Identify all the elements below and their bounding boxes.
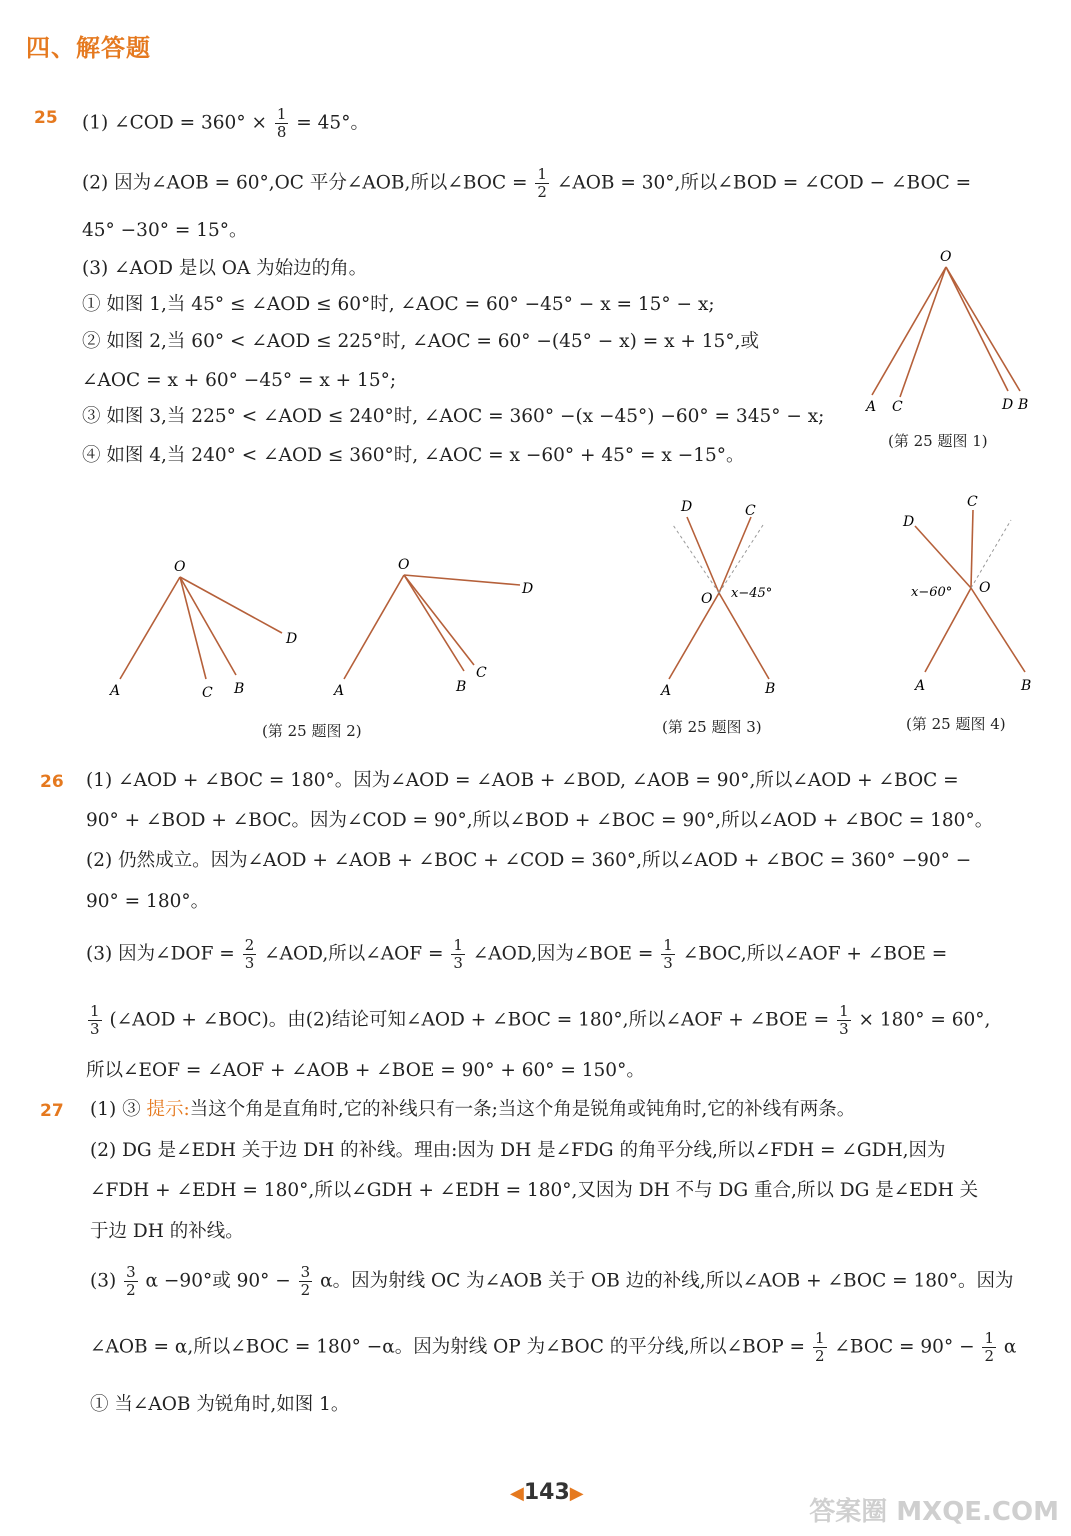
svg-text:B: B: [234, 681, 245, 697]
svg-text:O: O: [701, 591, 713, 607]
svg-text:C: C: [745, 503, 756, 519]
fraction: $\frac{1}{3}$: [839, 1002, 849, 1038]
fraction: $\frac{2}{3}$: [244, 936, 255, 972]
triangle-left-icon: ◀: [510, 1483, 524, 1504]
svg-text:A: A: [334, 683, 345, 699]
svg-text:A: A: [915, 678, 926, 694]
svg-text:B: B: [1021, 678, 1032, 694]
watermark: 答案圈 MXQE.COM: [809, 1497, 1059, 1527]
fraction: $\frac{1}{2}$: [984, 1329, 995, 1365]
figure-25-3: [645, 495, 795, 705]
svg-text:x−45°: x−45°: [731, 586, 773, 601]
svg-text:C: C: [476, 665, 487, 681]
svg-text:D: D: [681, 499, 693, 515]
q25-part1-result: = 45°。: [296, 112, 369, 134]
figure-caption-4: (第 25 题图 4): [906, 715, 1006, 733]
svg-text:C: C: [202, 685, 213, 701]
q25-part2-cont: 45° −30° = 15°。: [82, 220, 248, 241]
figure-25-1: [860, 245, 1040, 420]
svg-text:D: D: [286, 631, 298, 647]
page-number: ◀143▶: [510, 1480, 584, 1505]
q26-line7: 所以∠EOF = ∠AOF + ∠AOB + ∠BOE = 90° + 60° = 150°。: [86, 1060, 645, 1081]
fraction: $\frac{1}{3}$: [453, 936, 463, 972]
figure-caption-3: (第 25 题图 3): [662, 718, 762, 736]
figure-25-4: [895, 488, 1055, 703]
q26-line2: 90° + ∠BOD + ∠BOC。因为∠COD = 90°,所以∠BOD + ∠BOC = 90°,所以∠AOD + ∠BOC = 180°。: [86, 810, 994, 831]
q27-line1: (1) ③ 提示:当这个角是直角时,它的补线只有一条;当这个角是锐角或钝角时,它的补线有两条。: [90, 1099, 856, 1120]
figure-caption-1: (第 25 题图 1): [888, 432, 988, 450]
svg-text:D: D: [1002, 397, 1014, 413]
fraction: $\frac{1}{2}$: [814, 1329, 825, 1365]
q25-case3: ③ 如图 3,当 225° < ∠AOD ≤ 240°时, ∠AOC = 360° −(x −45°) −60° = 345° − x;: [82, 406, 825, 427]
svg-text:O: O: [940, 249, 952, 265]
question-number-27: 27: [40, 1101, 64, 1121]
q25-part1: [82, 106, 369, 141]
q27-line7: ① 当∠AOB 为锐角时,如图 1。: [90, 1394, 350, 1415]
svg-text:O: O: [979, 580, 991, 596]
fraction: $\frac{1}{3}$: [90, 1002, 100, 1038]
fraction: $\frac{1}{2}$: [537, 165, 547, 201]
q27-line2: (2) DG 是∠EDH 关于边 DH 的补线。理由:因为 DH 是∠FDG 的角平分线,所以∠FDH = ∠GDH,因为: [90, 1140, 946, 1161]
svg-text:A: A: [110, 683, 121, 699]
hint-label: 提示:: [146, 1099, 190, 1120]
svg-text:O: O: [174, 559, 186, 575]
q26-line6: $\frac{1}{3}$ (∠AOD + ∠BOC)。由(2)结论可知∠AOD + ∠BOC = 180°,所以∠AOF + ∠BOE = $\frac{1}{3}$ × 180° = 60°,: [90, 1002, 991, 1038]
q27-line6: ∠AOB = α,所以∠BOC = 180° −α。因为射线 OP 为∠BOC 的平分线,所以∠BOP = $\frac{1}{2}$ ∠BOC = 90° − $\frac{1}{2}$ α: [90, 1329, 1017, 1365]
fraction: $\frac{1}{8}$: [276, 105, 287, 141]
q25-case2-cont: ∠AOC = x + 60° −45° = x + 15°;: [82, 370, 397, 391]
ray-oa: [872, 267, 946, 395]
q26-line4: 90° = 180°。: [86, 891, 210, 912]
q25-part3: (3) ∠AOD 是以 OA 为始边的角。: [82, 258, 368, 279]
q27-line4: 于边 DH 的补线。: [90, 1221, 244, 1242]
svg-text:B: B: [765, 681, 776, 697]
figure-caption-2: (第 25 题图 2): [262, 722, 362, 740]
q26-line3: (2) 仍然成立。因为∠AOD + ∠AOB + ∠BOC + ∠COD = 360°,所以∠AOD + ∠BOC = 360° −90° −: [86, 850, 972, 871]
triangle-right-icon: ▶: [569, 1483, 584, 1504]
fraction: $\frac{3}{2}$: [126, 1263, 136, 1299]
svg-text:x−60°: x−60°: [911, 585, 953, 600]
section-heading: 四、解答题: [26, 34, 151, 62]
q25-part2: (2) 因为∠AOB = 60°,OC 平分∠AOB,所以∠BOC = $\frac{1}{2}$ ∠AOB = 30°,所以∠BOD = ∠COD − ∠BOC =: [82, 165, 972, 201]
q25-case4: ④ 如图 4,当 240° < ∠AOD ≤ 360°时, ∠AOC = x −60° + 45° = x −15°。: [82, 445, 745, 466]
q25-case1: ① 如图 1,当 45° ≤ ∠AOD ≤ 60°时, ∠AOC = 60° −45° − x = 15° − x;: [82, 294, 715, 315]
svg-text:A: A: [866, 399, 877, 415]
svg-text:B: B: [1018, 397, 1029, 413]
q27-line5: (3) $\frac{3}{2}$ α −90°或 90° − $\frac{3}{2}$ α。因为射线 OC 为∠AOB 关于 OB 边的补线,所以∠AOB + ∠BOC = 180°。因为: [90, 1263, 1014, 1299]
question-number-26: 26: [40, 772, 64, 792]
fraction: $\frac{3}{2}$: [300, 1263, 311, 1299]
ray-od: [946, 267, 1008, 391]
q26-line1: (1) ∠AOD + ∠BOC = 180°。因为∠AOD = ∠AOB + ∠BOD, ∠AOB = 90°,所以∠AOD + ∠BOC =: [86, 770, 959, 791]
q26-line5: (3) 因为∠DOF = $\frac{2}{3}$ ∠AOD,所以∠AOF = $\frac{1}{3}$ ∠AOD,因为∠BOE = $\frac{1}{3}$ ∠BOC,所以∠AOF + ∠BOE =: [86, 936, 948, 972]
ray-ob: [946, 267, 1020, 391]
svg-text:D: D: [903, 514, 915, 530]
q25-part1-text: (1) ∠COD = 360° ×: [82, 112, 267, 134]
svg-text:C: C: [892, 399, 903, 415]
q27-line3: ∠FDH + ∠EDH = 180°,所以∠GDH + ∠EDH = 180°,又因为 DH 不与 DG 重合,所以 DG 是∠EDH 关: [90, 1180, 979, 1201]
svg-text:B: B: [456, 679, 467, 695]
svg-text:C: C: [967, 494, 978, 510]
svg-text:D: D: [522, 581, 534, 597]
figure-25-2: [100, 555, 550, 705]
svg-text:O: O: [398, 557, 410, 573]
ray-oc: [900, 267, 946, 397]
svg-text:A: A: [661, 683, 672, 699]
question-number-25: 25: [34, 108, 58, 128]
fraction: $\frac{1}{3}$: [663, 936, 673, 972]
q25-case2: ② 如图 2,当 60° < ∠AOD ≤ 225°时, ∠AOC = 60° −(45° − x) = x + 15°,或: [82, 331, 759, 352]
